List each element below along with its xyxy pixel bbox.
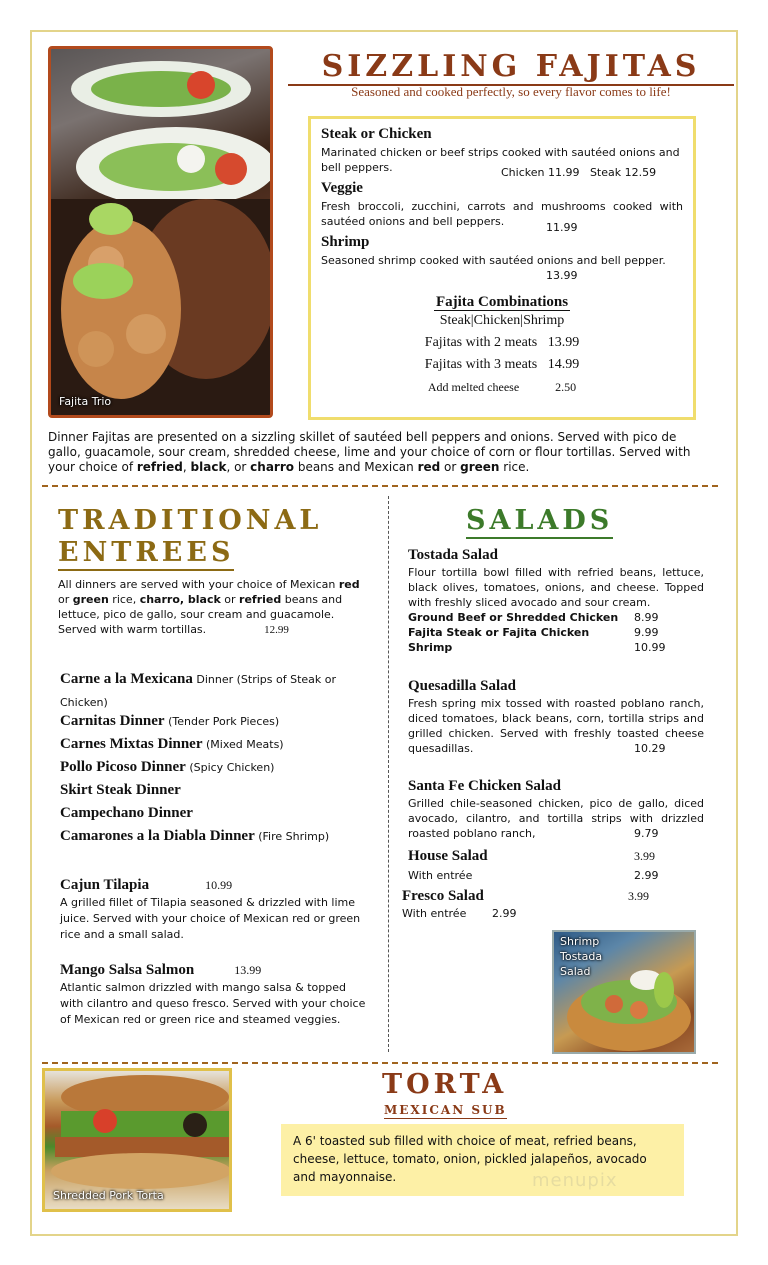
intro-bold: green	[72, 593, 109, 606]
dinner-name: Pollo Picoso Dinner	[60, 759, 186, 775]
salads-title: SALADS	[466, 505, 613, 539]
entree-price: 13.99	[234, 963, 262, 977]
intro-bold: charro, black	[139, 593, 221, 606]
intro-bold: red	[338, 578, 360, 591]
fajita-illustration	[51, 49, 270, 415]
watermark: menupix	[532, 1170, 618, 1191]
salad-desc: Fresh spring mix tossed with roasted poblano ranch, diced tomatoes, black beans, corn, tortilla strips and grilled chicken. Served with freshly toasted cheese quesadillas.	[408, 697, 704, 755]
salad-name: Santa Fe Chicken Salad	[408, 778, 561, 794]
combo-line	[321, 376, 683, 398]
dinner-item	[60, 668, 372, 714]
dinner-desc: (Spicy Chicken)	[185, 761, 275, 774]
traditional-intro	[58, 577, 370, 638]
salad-price: 10.29	[634, 742, 666, 755]
dinner-item	[60, 710, 372, 733]
salad-desc: Flour tortilla bowl filled with refried beans, lettuce, black olives, tomatoes, onions, and cheese. Topped with freshly sliced avocado and sour cream.	[408, 566, 704, 609]
dinner-item	[60, 802, 372, 825]
salad-option	[408, 610, 704, 625]
entree-heading	[60, 875, 372, 895]
torta-photo	[42, 1068, 232, 1212]
salad-row	[408, 846, 704, 866]
cajun-tilapia	[60, 875, 372, 943]
option-label: Shrimp	[408, 641, 453, 654]
intro-bold: refried	[239, 593, 282, 606]
shrimp-tostada-photo	[552, 930, 696, 1054]
combo-line	[321, 332, 683, 354]
dinner-name: Carne a la Mexicana	[60, 671, 193, 687]
fajita-item-name: Shrimp	[321, 234, 370, 250]
note-text: ,	[182, 460, 191, 474]
salad-name: Tostada Salad	[408, 547, 498, 563]
intro-text: rice,	[108, 593, 140, 606]
torta-description: A 6' toasted sub filled with choice of meat, refried beans, cheese, lettuce, tomato, onion, pickled jalapeños, avocado and mayonnaise.	[281, 1124, 684, 1196]
combo-line	[321, 354, 683, 376]
shrimp-photo-caption: Shrimp Tostada Salad	[560, 935, 603, 978]
combo-label: Add melted cheese	[427, 380, 520, 394]
note-bold: red	[417, 460, 441, 474]
dinner-list	[60, 668, 372, 848]
dinner-item	[60, 779, 372, 802]
intro-text: or	[220, 593, 240, 606]
fajita-item-name: Steak or Chicken	[321, 126, 432, 142]
note-bold: charro	[250, 460, 295, 474]
fajita-item-price: 11.99	[546, 221, 578, 234]
santa-fe-salad	[408, 776, 704, 841]
fajita-item-price: Chicken 11.99 Steak 12.59	[501, 166, 657, 179]
fajita-item-desc: Marinated chicken or beef strips cooked with sautéed onions and bell peppers.	[321, 146, 680, 174]
intro-text: or	[58, 593, 73, 606]
option-label: Fajita Steak or Fajita Chicken	[408, 626, 590, 639]
salad-name: Fresco Salad	[402, 888, 484, 904]
fajita-item-shrimp	[321, 235, 683, 283]
salad-option	[408, 640, 704, 655]
dinner-name: Campechano Dinner	[60, 805, 193, 821]
option-price: 10.99	[634, 641, 666, 654]
column-divider	[388, 496, 389, 1052]
dinner-name: Camarones a la Diabla Dinner	[60, 828, 255, 844]
house-salad	[408, 846, 704, 883]
dinner-item	[60, 825, 372, 848]
salad-price: 3.99	[628, 889, 649, 903]
fajita-item-veggie	[321, 180, 683, 234]
fajita-item-desc: Seasoned shrimp cooked with sautéed onions and bell pepper.	[321, 254, 666, 267]
dinner-desc: (Mixed Meats)	[202, 738, 284, 751]
note-text: beans and Mexican	[294, 460, 418, 474]
dinner-name: Carnitas Dinner	[60, 713, 165, 729]
intro-text: beans and lettuce, pico de gallo, sour cream and guacamole. Served with warm tortillas.	[58, 593, 343, 636]
entree-desc: A grilled fillet of Tilapia seasoned & drizzled with lime juice. Served with your choice of Mexican red or green rice and a small salad.	[60, 896, 361, 941]
option-price: 8.99	[634, 611, 659, 624]
fajita-photo-caption: Fajita Trio	[59, 395, 112, 408]
intro-price: 12.99	[264, 624, 289, 636]
entree-desc: Atlantic salmon drizzled with mango salsa & topped with cilantro and queso fresco. Served with your choice of Mexican red or green rice and steamed veggies.	[60, 981, 366, 1026]
salad-option	[408, 625, 704, 640]
combo-subtitle: Steak|Chicken|Shrimp	[439, 313, 565, 328]
dinner-desc: Dinner (Strips of Steak or Chicken)	[60, 673, 337, 709]
fajita-dinner-note	[48, 430, 708, 475]
entree-name: Cajun Tilapia	[60, 877, 150, 893]
salad-price: 3.99	[634, 849, 655, 863]
note-bold: refried	[136, 460, 183, 474]
salad-name: Quesadilla Salad	[408, 678, 516, 694]
salad-row	[408, 868, 704, 883]
with-entree-price: 2.99	[492, 907, 517, 920]
note-bold: green	[460, 460, 500, 474]
with-entree-label: With entrée	[408, 869, 473, 882]
dinner-desc: (Tender Pork Pieces)	[164, 715, 280, 728]
fajita-item-name: Veggie	[321, 180, 363, 196]
fajita-trio-photo	[48, 46, 273, 418]
traditional-entrees-title	[58, 505, 322, 571]
quesadilla-salad	[408, 676, 704, 756]
salad-row	[402, 906, 698, 921]
intro-text: All dinners are served with your choice of Mexican	[58, 578, 339, 591]
note-text: , or	[226, 460, 251, 474]
salad-desc: Grilled chile-seasoned chicken, pico de gallo, diced avocado, cilantro, and tortilla strips with drizzled roasted poblano ranch,	[408, 797, 704, 840]
combo-price: 13.99	[547, 335, 580, 350]
with-entree-label: With entrée	[402, 907, 467, 920]
with-entree-price: 2.99	[634, 869, 659, 882]
combo-label: Fajitas with 3 meats	[424, 357, 538, 372]
note-text: Dinner Fajitas are presented on a sizzling skillet of sautéed bell peppers and onions. Served with pico de gallo, guacamole, sour cream, shredded cheese, lime and your choice of corn or flour tortillas. Served with your choice of	[48, 430, 691, 474]
fajitas-title: SIZZLING FAJITAS	[288, 50, 734, 86]
fajita-item-price: 13.99	[546, 269, 578, 282]
torta-title: TORTA	[382, 1069, 508, 1100]
entree-price: 10.99	[205, 878, 233, 892]
fajita-item-desc: Fresh broccoli, zucchini, carrots and mushrooms cooked with sautéed onions and bell peppers.	[321, 200, 683, 228]
dinner-name: Skirt Steak Dinner	[60, 782, 181, 798]
salad-price: 9.79	[634, 827, 659, 840]
fresco-salad	[402, 886, 698, 921]
combo-price: 2.50	[555, 380, 577, 394]
section-divider	[42, 485, 718, 487]
option-label: Ground Beef or Shredded Chicken	[408, 611, 619, 624]
mango-salsa-salmon	[60, 960, 372, 1028]
note-bold: black	[190, 460, 227, 474]
fajita-menu-box	[308, 116, 696, 420]
salad-row	[402, 886, 698, 906]
tostada-salad	[408, 545, 704, 655]
dinner-item	[60, 733, 372, 756]
entree-name: Mango Salsa Salmon	[60, 962, 195, 978]
fajita-combinations-title	[321, 295, 683, 310]
combo-label: Fajitas with 2 meats	[424, 335, 538, 350]
combo-price: 14.99	[547, 357, 580, 372]
fajita-item-steak-chicken	[321, 126, 683, 179]
title-line: ENTREES	[58, 537, 234, 571]
dinner-name: Carnes Mixtas Dinner	[60, 736, 203, 752]
note-text: rice.	[499, 460, 530, 474]
combo-title-text: Fajita Combinations	[435, 294, 569, 310]
dinner-item	[60, 756, 372, 779]
entree-heading	[60, 960, 372, 980]
torta-photo-caption: Shredded Pork Torta	[53, 1189, 164, 1202]
salad-name: House Salad	[408, 848, 488, 864]
note-text: or	[440, 460, 461, 474]
title-line: TRADITIONAL	[58, 505, 323, 536]
salad-price-row	[408, 741, 704, 756]
salad-price-row	[408, 826, 704, 841]
torta-subtitle: MEXICAN SUB	[384, 1103, 507, 1117]
fajitas-subtitle: Seasoned and cooked perfectly, so every flavor comes to life!	[351, 84, 671, 99]
dinner-desc: (Fire Shrimp)	[254, 830, 330, 843]
section-divider	[42, 1062, 718, 1064]
option-price: 9.99	[634, 626, 659, 639]
